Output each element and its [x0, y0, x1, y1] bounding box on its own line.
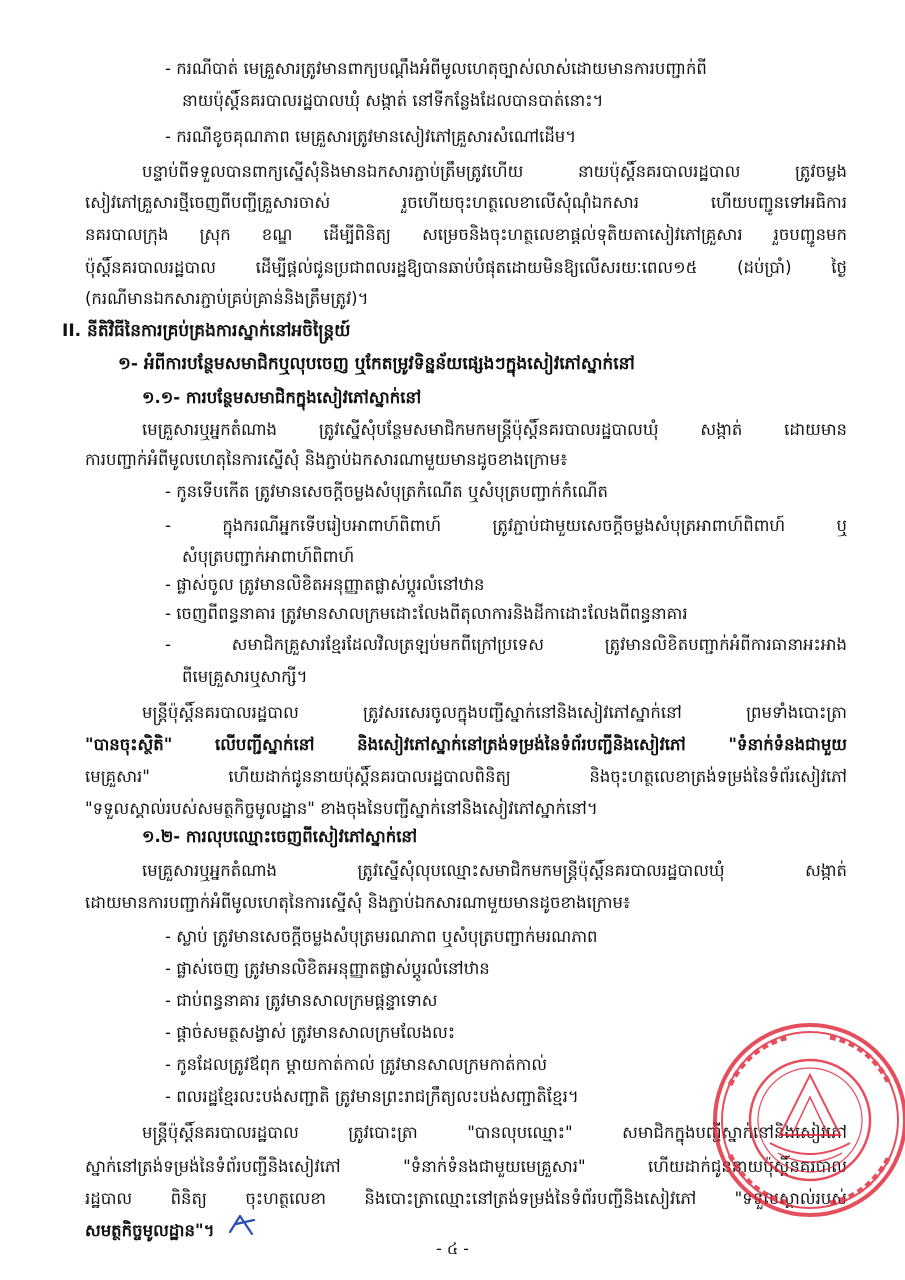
- official-seal-stamp: [700, 1015, 905, 1225]
- paragraph-line: សមត្ថកិច្ចមូលដ្ឋាន"។: [85, 1221, 215, 1240]
- list-item: - ផ្ដាច់សមត្ថសង្វាស់ ត្រូវមានសាលក្រមលែងលះ: [165, 1023, 456, 1042]
- list-item: - សមាជិកគ្រួសារខ្មែរដែលវិលត្រឡប់មកពីក្រៅប្រទេស ត្រូវមានលិខិតបញ្ជាក់អំពីការធានាអះអាង: [165, 635, 847, 654]
- page-number: - ៤ -: [435, 1239, 470, 1258]
- subsection-heading-1-1: ១.១- ការបន្ថែមសមាជិកក្នុងសៀវភៅស្នាក់នៅ: [142, 388, 422, 407]
- paragraph-line: មន្ត្រីប៉ុស្តិ៍នគរបាលរដ្ឋបាល ត្រូវបោះត្រា "បានលុបឈ្មោះ" សមាជិកក្នុងបញ្ជីស្នាក់នៅនិងសៀវភៅ: [142, 1123, 847, 1142]
- subsection-heading-1-2: ១.២- ការលុបឈ្មោះចេញពីសៀវភៅស្នាក់នៅ: [142, 827, 418, 846]
- list-item: - កូនទើបកើត ត្រូវមានសេចក្ដីចម្លងសំបុត្រកំណើត ឬសំបុត្របញ្ជាក់កំណើត: [165, 482, 608, 501]
- list-item: - ក្នុងករណីអ្នកទើបរៀបអាពាហ៍ពិពាហ៍ ត្រូវភ្ជាប់ជាមួយសេចក្ដីចម្លងសំបុត្រអាពាហ៍ពិពាហ៍ ឬ: [165, 516, 847, 535]
- paragraph-line: មេគ្រួសារ" ហើយដាក់ជូននាយប៉ុស្តិ៍នគរបាលរដ្ឋបាលពិនិត្យ និងចុះហត្ថលេខាត្រង់ទម្រង់នៃទំព័រសៀវភៅ: [85, 767, 847, 786]
- subsection-heading-1: ១- អំពីការបន្ថែមសមាជិកឬលុបចេញ ឬកែតម្រូវទិន្នន័យផ្សេងៗក្នុងសៀវភៅស្នាក់នៅ: [118, 354, 635, 374]
- list-item: - ពលរដ្ឋខ្មែរលះបង់សញ្ជាតិ ត្រូវមានព្រះរាជក្រឹត្យលះបង់សញ្ជាតិខ្មែរ។: [165, 1087, 579, 1106]
- paragraph-line: នគរបាលក្រុង ស្រុក ខណ្ឌ ដើម្បីពិនិត្យ សម្រេចនិងចុះហត្ថលេខាផ្ដល់ទុតិយតាសៀវភៅគ្រួសារ រួចបញ្ជូនមក: [85, 225, 847, 244]
- paragraph-line: ដោយមានការបញ្ជាក់អំពីមូលហេតុនៃការស្នើសុំ និងភ្ជាប់ឯកសារណាមួយមានដូចខាងក្រោម៖: [85, 893, 631, 912]
- paragraph-line: សៀវភៅគ្រួសារថ្មីចេញពីបញ្ជីគ្រួសារចាស់ រួចហើយចុះហត្ថលេខាលើសុំណុំឯកសារ ហើយបញ្ជូនទៅអធិការ: [85, 193, 847, 212]
- section-heading-ii: II. នីតិវិធីនៃការគ្រប់គ្រងការស្នាក់នៅអចិន្ត្រៃយ៍: [62, 321, 351, 341]
- paragraph-line: មេគ្រួសារឬអ្នកតំណាង ត្រូវស្នើសុំបន្ថែមសមាជិកមកមន្ត្រីប៉ុស្តិ៍នគរបាលរដ្ឋបាលឃុំ សង្កាត់ ដោយមាន: [142, 420, 847, 439]
- paragraph-line: "ទទួលស្គាល់របស់សមត្ថកិច្ចមូលដ្ឋាន" ខាងចុងនៃបញ្ជីស្នាក់នៅនិងសៀវភៅស្នាក់នៅ។: [85, 799, 598, 818]
- paragraph-line: មេគ្រួសារឬអ្នកតំណាង ត្រូវស្នើសុំលុបឈ្មោះសមាជិកមកមន្ត្រីប៉ុស្តិ៍នគរបាលរដ្ឋបាលឃុំ សង្កាត់: [142, 861, 847, 880]
- bullet-damaged-case: - ករណីខូចគុណភាព មេគ្រួសារត្រូវមានសៀវភៅគ្រួសារសំណៅដើម។: [165, 127, 577, 146]
- paragraph-line: ការបញ្ជាក់អំពីមូលហេតុនៃការស្នើសុំ និងភ្ជាប់ឯកសារណាមួយមានដូចខាងក្រោម៖: [85, 450, 568, 469]
- list-item-cont: ពីមេគ្រួសារឬសាក្សី។: [182, 667, 308, 686]
- signature-mark: [226, 1212, 260, 1238]
- bullet-lost-case: - ករណីបាត់ មេគ្រួសារត្រូវមានពាក្យបណ្ដឹងអំពីមូលហេតុច្បាស់លាស់ដោយមានការបញ្ជាក់ពី: [165, 59, 707, 78]
- list-item: - ផ្លាស់ចូល ត្រូវមានលិខិតអនុញ្ញាតផ្លាស់ប្ដូរលំនៅឋាន: [165, 575, 485, 594]
- paragraph-line: រដ្ឋបាល ពិនិត្យ ចុះហត្ថលេខា និងបោះត្រាឈ្មោះនៅត្រង់ទម្រង់នៃទំព័របញ្ជីនិងសៀវភៅ "ទទួលស្គាល់របស់: [85, 1189, 847, 1208]
- list-item: - ជាប់ពន្ធនាគារ ត្រូវមានសាលក្រមផ្ដន្ទាទោស: [165, 991, 438, 1010]
- list-item: - ស្លាប់ ត្រូវមានសេចក្ដីចម្លងសំបុត្រមរណភាព ឬសំបុត្របញ្ជាក់មរណភាព: [165, 927, 598, 946]
- list-item-cont: សំបុត្របញ្ជាក់អាពាហ៍ពិពាហ៍: [182, 547, 355, 566]
- list-item: - កូនដែលត្រូវឪពុក ម្ដាយកាត់កាល់ ត្រូវមានសាលក្រមកាត់កាល់: [165, 1055, 548, 1074]
- list-item: - ផ្លាស់ចេញ ត្រូវមានលិខិតអនុញ្ញាតផ្លាស់ប្ដូរលំនៅឋាន: [165, 959, 490, 978]
- paragraph-line: ស្នាក់នៅត្រង់ទម្រង់នៃទំព័របញ្ជីនិងសៀវភៅ "ទំនាក់ទំនងជាមួយមេគ្រួសារ" ហើយដាក់ជូននាយប៉ុស្តិ៍នគរបាល: [85, 1157, 847, 1176]
- bullet-lost-case-cont: នាយប៉ុស្តិ៍នគរបាលរដ្ឋបាលឃុំ សង្កាត់ នៅទីកន្លែងដែលបានបាត់នោះ។: [182, 91, 604, 110]
- paragraph-line: ប៉ុស្តិ៍នគរបាលរដ្ឋបាល ដើម្បីផ្ដល់ជូនប្រជាពលរដ្ឋឱ្យបានឆាប់បំផុតដោយមិនឱ្យលើសរយៈពេល១៥ (ដប់ប្រាំ) ថ្ងៃ: [85, 258, 847, 277]
- list-item: - ចេញពីពន្ធនាគារ ត្រូវមានសាលក្រមដោះលែងពីតុលាការនិងដីកាដោះលែងពីពន្ធនាគារ: [165, 604, 688, 623]
- paragraph-line: បន្ទាប់ពីទទួលបានពាក្យស្នើសុំនិងមានឯកសារភ្ជាប់ត្រឹមត្រូវហើយ នាយប៉ុស្តិ៍នគរបាលរដ្ឋបាល ត្រូវចម្លង: [142, 162, 847, 181]
- paragraph-line: (ករណីមានឯកសារភ្ជាប់គ្រប់គ្រាន់និងត្រឹមត្រូវ)។: [85, 289, 369, 308]
- paragraph-line: មន្ត្រីប៉ុស្តិ៍នគរបាលរដ្ឋបាល ត្រូវសរសេរចូលក្នុងបញ្ជីស្នាក់នៅនិងសៀវភៅស្នាក់នៅ ព្រមទាំងបោះត្រា: [142, 703, 847, 722]
- paragraph-line: "បានចុះស្ថិតិ" លើបញ្ជីស្នាក់នៅ និងសៀវភៅស្នាក់នៅត្រង់ទម្រង់នៃទំព័របញ្ជីនិងសៀវភៅ "ទំនាក់ទំនងជាមួយ: [85, 735, 847, 754]
